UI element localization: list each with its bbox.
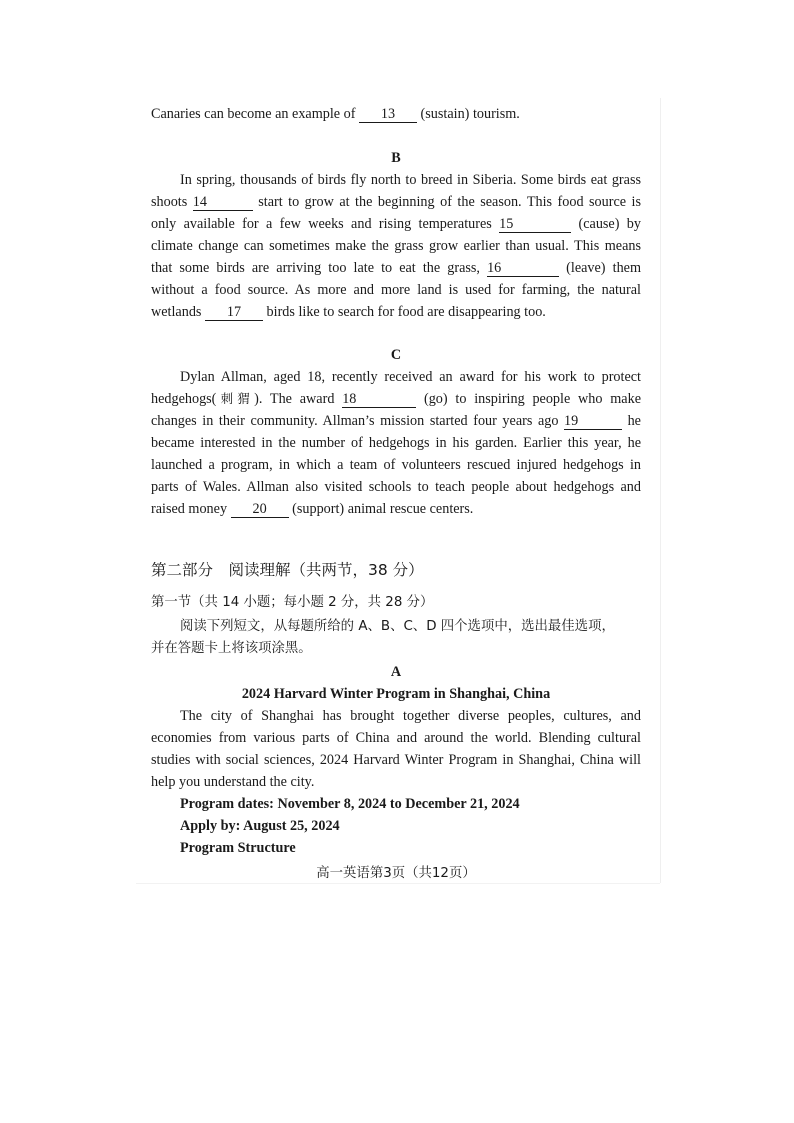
section-heading-b: B bbox=[391, 150, 401, 166]
section-heading-a: A bbox=[390, 664, 402, 680]
text-run: ). The award bbox=[254, 391, 343, 407]
text-run: (leave) them bbox=[559, 260, 641, 276]
text-run: Canaries can become an example of bbox=[151, 106, 359, 122]
blank-18: 18 bbox=[342, 391, 416, 408]
text-line: parts of Wales. Allman also visited schools to teach people about hedgehogs and bbox=[151, 479, 641, 495]
section-title: 第一节（共 14 小题；每小题 2 分，共 28 分） bbox=[151, 595, 434, 610]
text-line bbox=[151, 498, 641, 520]
text-run: start to grow at the beginning of the season. This food source is bbox=[252, 194, 642, 210]
blank-17: 17 bbox=[205, 304, 263, 321]
text-run: shoots bbox=[151, 194, 193, 210]
text-line: without a food source. As more and more land is used for farming, the natural bbox=[151, 282, 641, 298]
text-line bbox=[151, 103, 641, 125]
text-line: climate change can sometimes make the grass grow earlier than usual. This means bbox=[151, 238, 641, 254]
text-line: launched a program, in which a team of volunteers rescued injured hedgehogs in bbox=[151, 457, 641, 473]
apply-deadline: Apply by: August 25, 2024 bbox=[180, 818, 340, 834]
text-line: became interested in the number of hedgehogs in his garden. Earlier this year, he bbox=[151, 435, 641, 451]
text-line bbox=[151, 257, 641, 279]
text-run: (go) to inspiring people who make bbox=[416, 391, 641, 407]
blank-14: 14 bbox=[193, 194, 253, 211]
instructions-line: 阅读下列短文，从每题所给的 A、B、C、D 四个选项中，选出最佳选项， bbox=[180, 619, 615, 634]
blank-20: 20 bbox=[231, 501, 289, 518]
text-run: he bbox=[622, 413, 641, 429]
text-line bbox=[151, 213, 641, 235]
program-structure-heading: Program Structure bbox=[180, 840, 296, 856]
text-run: (cause) by bbox=[571, 216, 641, 232]
passage-title: 2024 Harvard Winter Program in Shanghai, China bbox=[241, 686, 551, 702]
text-run: that some birds are arriving too late to eat the grass, bbox=[151, 260, 488, 276]
instructions-line: 并在答题卡上将该项涂黑。 bbox=[151, 641, 312, 656]
text-run: only available for a few weeks and rising temperatures bbox=[151, 216, 500, 232]
text-run: (support) animal rescue centers. bbox=[288, 501, 474, 517]
blank-16: 16 bbox=[487, 260, 559, 277]
text-line bbox=[151, 191, 641, 213]
text-run: birds like to search for food are disappearing too. bbox=[262, 304, 546, 320]
text-line: Dylan Allman, aged 18, recently received an award for his work to protect bbox=[180, 369, 641, 385]
text-run: (sustain) tourism. bbox=[416, 106, 520, 122]
text-line: In spring, thousands of birds fly north to breed in Siberia. Some birds eat grass bbox=[180, 172, 641, 188]
text-line: economies from various parts of China and around the world. Blending cultural bbox=[151, 730, 641, 746]
text-line: studies with social sciences, 2024 Harvard Winter Program in Shanghai, China will bbox=[151, 752, 641, 768]
text-run: raised money bbox=[151, 501, 231, 517]
section-heading-c: C bbox=[390, 347, 402, 363]
text-run: wetlands bbox=[151, 304, 205, 320]
text-line bbox=[151, 410, 641, 432]
blank-13: 13 bbox=[359, 106, 417, 123]
text-line bbox=[151, 388, 641, 410]
text-line: The city of Shanghai has brought together diverse peoples, cultures, and bbox=[180, 708, 641, 724]
text-line bbox=[151, 301, 641, 323]
text-run: changes in their community. Allman’s mission started four years ago bbox=[151, 413, 565, 429]
program-dates: Program dates: November 8, 2024 to December 21, 2024 bbox=[180, 796, 520, 812]
blank-15: 15 bbox=[499, 216, 571, 233]
text-line: help you understand the city. bbox=[151, 774, 315, 790]
text-run: hedgehogs( bbox=[151, 391, 217, 407]
part-title: 第二部分 阅读理解（共两节，38 分） bbox=[151, 561, 424, 579]
page-footer: 高一英语第3页（共12页） bbox=[316, 866, 476, 881]
text-run: 刺猬 bbox=[216, 391, 255, 406]
blank-19: 19 bbox=[564, 413, 622, 430]
